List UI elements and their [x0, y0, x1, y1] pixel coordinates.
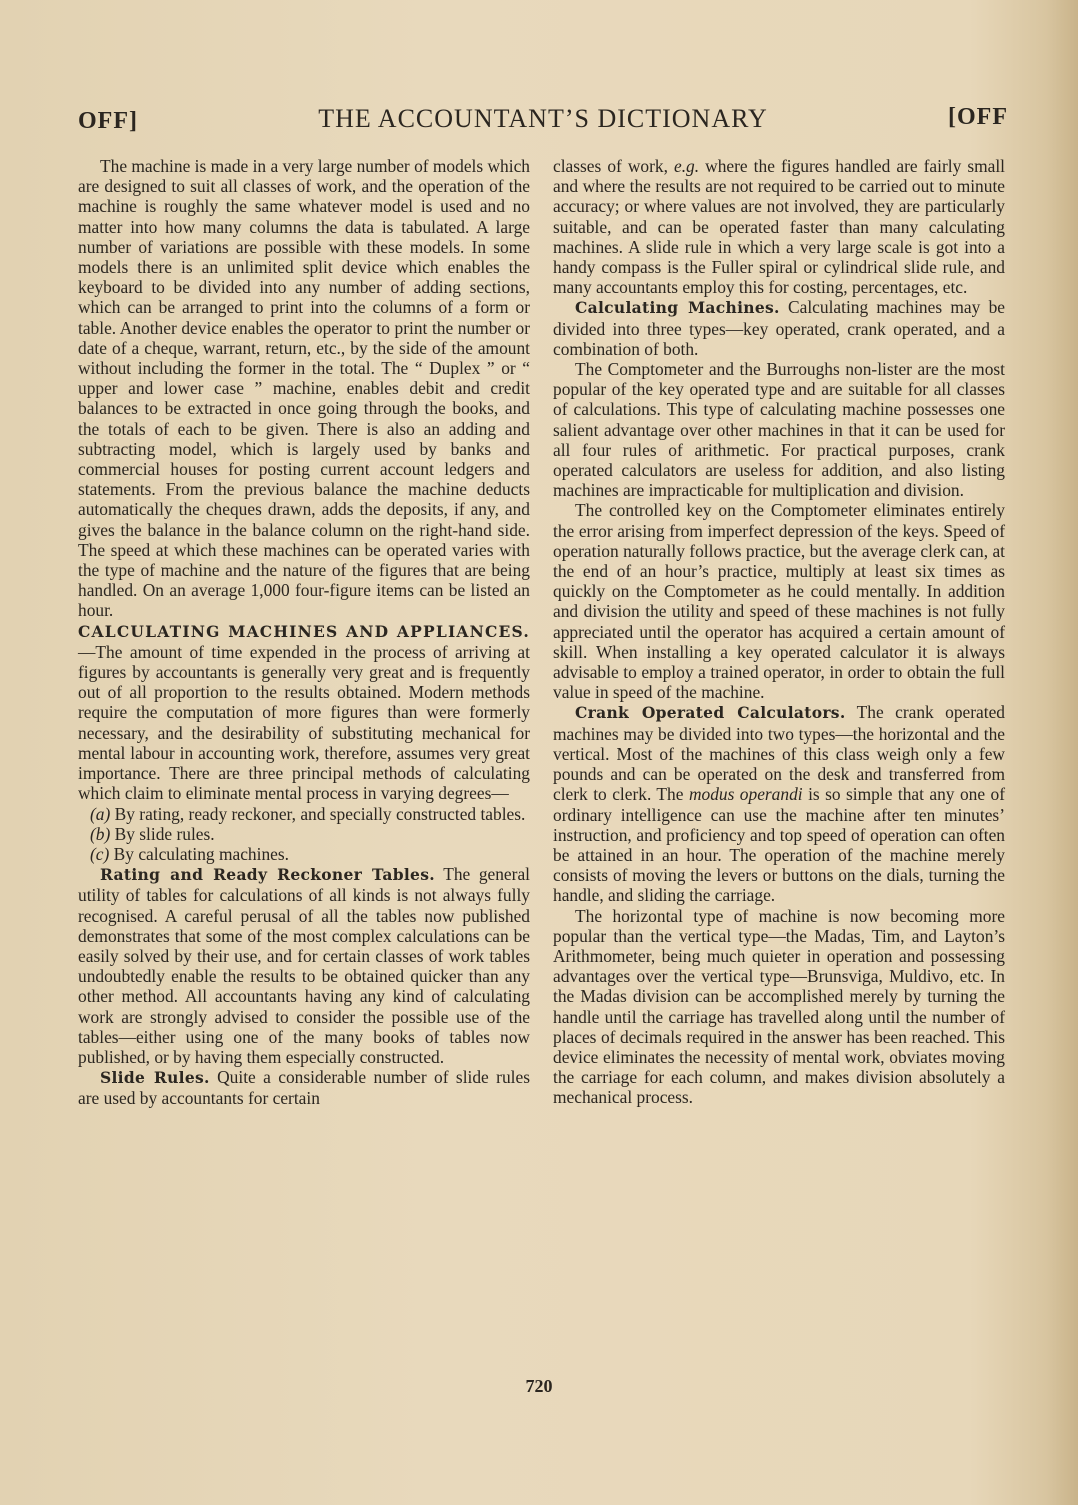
italic-modus-operandi: modus operandi: [688, 784, 803, 805]
text-fragment: is so simple that any one of ordinary intelligence can use the machine after ten minutes’ instruction, and proficiency and top speed of operation can often be attained in an hour. The operation of the machine merely consists of moving the levers or buttons on the dials, turning the handle, and sliding the carriage.: [553, 784, 1006, 906]
paragraph-machine-models: The machine is made in a very large number of models which are designed to suit all classes of work, and the operation of the machine is roughly the same whatever model is used and no matter into how many columns the data is tabulated. A large number of variations are possible with these models. In some models there is an unlimited split device which enables the keyboard to be divided into any number of adding sections, which can be arranged to print into the columns of a form or table. Another device enables the operator to print the number or date of a cheque, warrant, return, etc., by the side of the amount without including the former in the total. The “ Duplex ” or “ upper and lower case ” machine, enables debit and credit balances to be extracted in once going through the books, and the totals of each to be given. There is also an adding and subtracting model, which is largely used by banks and commercial houses for posting current account ledgers and statements. From the previous balance the machine deducts automatically the cheques drawn, adds the deposits, if any, and gives the balance in the balance column on the right-hand side. The speed at which these machines can be operated varies with the type of machine and the nature of the figures that are being handled. On an average 1,000 four-figure items can be listed an hour.: [78, 156, 530, 621]
text-fragment: classes of work,: [553, 156, 674, 176]
list-text-a: By rating, ready reckoner, and specially constructed tables.: [114, 803, 526, 824]
subheading-slide-rules: Slide Rules.: [100, 1068, 210, 1088]
subheading-crank-operated: Crank Operated Calculators.: [575, 703, 846, 723]
paragraph-slide-rules-continued: [553, 156, 1005, 297]
entry-heading-calculating-machines: CALCULATING MACHINES AND APPLIANCES.: [78, 621, 530, 641]
subheading-calculating-machines: Calculating Machines.: [575, 298, 780, 318]
running-header: [78, 102, 1008, 142]
entry-text-calculating-machines: —The amount of time expended in the process of arriving at figures by accountants is generally very great and is frequently out of all proportion to the results obtained. Modern methods require the computation of more figures than were formerly necessary, and the desirability of substituting mechanical for mental labour in accounting work, therefore, assumes very great importance. There are three principal methods of calculating which claim to eliminate mental process in varying degrees—: [78, 641, 530, 804]
list-item-a: [78, 804, 530, 824]
header-left-guide-word: OFF]: [78, 108, 138, 134]
italic-eg: e.g.: [673, 156, 700, 176]
header-right-guide-word: [OFF: [948, 104, 1008, 130]
list-item-b: [78, 824, 530, 844]
paragraph-rating-tables: [78, 864, 530, 1067]
left-column: [78, 156, 530, 1109]
list-marker-a: (a): [90, 803, 111, 824]
right-column: [553, 156, 1005, 1108]
paragraph-controlled-key: The controlled key on the Comptometer eliminates entirely the error arising from imperfect depression of the keys. Speed of operation naturally follows practice, but the average clerk can, at the end of an hour’s practice, multiply at least six times as quickly on the Comptometer as he could mentally. In addition and division the utility and speed of these machines is not fully appreciated until the operator has acquired a certain amount of skill. When installing a key operated calculator it is always advisable to employ a trained operator, in order to obtain the full value in speed of the machine.: [553, 500, 1005, 703]
list-marker-c: (c): [90, 843, 110, 864]
text-fragment: where the figures handled are fairly small and where the results are not required to be carried out to minute accuracy; or where values are not involved, they are particularly suitable, and can be operated faster than many calculating machines. A slide rule in which a very large scale is got into a handy compass is the Fuller spiral or cylindrical slide rule, and many accountants employ this for costing, percentages, etc.: [553, 156, 1005, 298]
paragraph-calculating-machines: [553, 297, 1005, 359]
paragraph-horizontal-type: The horizontal type of machine is now becoming more popular than the vertical type—the Madas, Tim, and Layton’s Arithmometer, being much quieter in operation and possessing advantages over the vertical type—Brunsviga, Muldivo, etc. In the Madas division can be accomplished merely by turning the handle until the carriage has travelled along until the number of places of decimals required in the answer has been reached. This device eliminates the necessity of mental work, obviates moving the carriage for each column, and makes division absolutely a mechanical process.: [553, 905, 1005, 1108]
text-fragment: The crank operated machines may be divided into two types—the horizontal and the vertical. Most of the machines of this class weigh only a few pounds and can be operated on the desk and transferred from clerk to clerk. The: [553, 702, 1005, 805]
text-slide-rules: Quite a considerable number of slide rules are used by accountants for certain: [78, 1067, 530, 1109]
text-calculating-machines: Calculating machines may be divided into three types—key operated, crank operated, and a combination of both.: [553, 297, 1005, 359]
subheading-rating-tables: Rating and Ready Reckoner Tables.: [100, 865, 435, 885]
paragraph-slide-rules: [78, 1067, 530, 1108]
header-title: THE ACCOUNTANT’S DICTIONARY: [318, 104, 768, 133]
entry-calculating-machines: [78, 621, 530, 804]
list-text-c: By calculating machines.: [113, 843, 289, 864]
list-text-b: By slide rules.: [114, 823, 215, 844]
paragraph-crank-operated: [553, 702, 1005, 905]
list-marker-b: (b): [90, 823, 111, 844]
page-number: 720: [525, 1376, 553, 1396]
list-item-c: [78, 844, 530, 864]
paragraph-comptometer: The Comptometer and the Burroughs non-lister are the most popular of the key operated type and are suitable for all classes of calculations. This type of calculating machine possesses one salient advantage over other machines in that it can be used for all four rules of arithmetic. For practical purposes, crank operated calculators are useless for addition, and also listing machines are impracticable for multiplication and division.: [553, 359, 1005, 501]
text-rating-tables: The general utility of tables for calculations of all kinds is not always fully recognised. A careful perusal of all the tables now published demonstrates that some of the most complex calculations can be easily solved by their use, and for certain classes of work tables undoubtedly enable the results to be obtained quicker than any other method. All accountants having any kind of calculating work are strongly advised to consider the possible use of the tables—either using one of the many books of tables now published, or by having them especially constructed.: [78, 864, 530, 1067]
